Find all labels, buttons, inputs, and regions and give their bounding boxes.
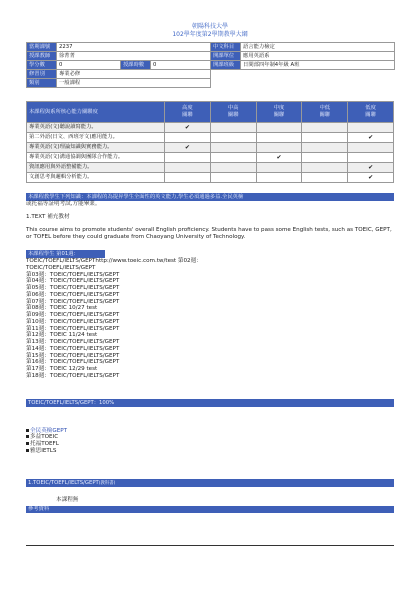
bullet-icon (26, 429, 29, 432)
check-icon: ✔ (165, 143, 211, 153)
schedule-week: TOEIC/TOEFL/IELTS/GEPT (26, 264, 96, 271)
dept-label: 開課單位 (211, 52, 241, 61)
dept: 應用英語系 (241, 52, 395, 61)
ability-header-mid-low: 中低 關聯 (302, 102, 348, 123)
assessment-method (26, 434, 394, 441)
references-bar: 1.TOEIC/TOEFL/IELTS/GEPT(教科書) (26, 479, 394, 487)
course-name-label: 中文科目 (211, 43, 241, 52)
class-label: 開課班級 (211, 61, 241, 70)
ability-row (27, 173, 394, 183)
ability-name: 文創思考與邏輯分析能力。 (27, 173, 165, 183)
ability-cell (256, 133, 302, 143)
bullet-icon (26, 435, 29, 438)
schedule-bar: 本課程學生 第01週： (26, 250, 105, 258)
ability-cell (256, 143, 302, 153)
ability-cell (256, 173, 302, 183)
category: 一般課程 (57, 79, 211, 88)
schedule-week: 第17週：TOEIC 12/29 test (26, 366, 98, 373)
teacher-label: 授課教師 (27, 52, 57, 61)
ability-name: 專業英語(文)溝通協調與團隊合作能力。 (27, 153, 165, 163)
assessment-method (26, 441, 394, 448)
schedule-week: 第09週：TOEIC/TOEFL/IELTS/GEPT (26, 312, 120, 319)
schedule-week: 第15週：TOEIC/TOEFL/IELTS/GEPT (26, 352, 120, 359)
schedule-week: 第06週：TOEIC/TOEFL/IELTS/GEPT (26, 291, 120, 298)
schedule-week: 第14週：TOEIC/TOEFL/IELTS/GEPT (26, 345, 120, 352)
ability-header-mid: 中度 關聯 (256, 102, 302, 123)
ability-name: 第二外語(日文、西班牙文)應用能力。 (27, 133, 165, 143)
ability-cell (302, 153, 348, 163)
credits: 0 (57, 61, 121, 70)
ability-cell (256, 163, 302, 173)
ability-cell (165, 173, 211, 183)
ability-cell (302, 143, 348, 153)
ability-cell (210, 173, 256, 183)
schedule-week: 第07週：TOEIC/TOEFL/IELTS/GEPT (26, 298, 120, 305)
check-icon: ✔ (256, 153, 302, 163)
schedule-week: TOEIC/TOEFL/IELTS/GEPThttp://www.toeic.com.tw/test 第02週： (26, 258, 202, 265)
hours-label: 授課時數 (121, 61, 151, 70)
schedule-week: 第13週：TOEIC/TOEFL/IELTS/GEPT (26, 339, 120, 346)
assessment-method (26, 448, 394, 455)
ability-cell (210, 143, 256, 153)
ability-cell (348, 143, 394, 153)
ability-cell (210, 163, 256, 173)
objectives-bar: 本課程教學生下列知識：本課程的為提昇學生全面性的英文能力,學生必須通過多益.全民英檢 (26, 193, 394, 201)
course-code-label: 當期課號 (27, 43, 57, 52)
schedule-week: 第10週：TOEIC/TOEFL/IELTS/GEPT (26, 318, 120, 325)
ability-name: 資訊應用與外語整備能力。 (27, 163, 165, 173)
ability-cell (302, 133, 348, 143)
check-icon: ✔ (348, 163, 394, 173)
assessment-method (26, 428, 394, 435)
assessment-method-label: 多益TOEIC (30, 434, 59, 441)
ability-cell (302, 173, 348, 183)
ability-cell (348, 153, 394, 163)
course-code: 2237 (57, 43, 211, 52)
core-ability-table (26, 101, 394, 183)
ability-row (27, 153, 394, 163)
ability-cell (165, 153, 211, 163)
ability-row (27, 133, 394, 143)
check-icon: ✔ (348, 173, 394, 183)
references-footer-bar: 參考資料 (26, 506, 394, 513)
bullet-icon (26, 449, 29, 452)
ability-cell (302, 163, 348, 173)
ability-header-mid-high: 中高 關聯 (210, 102, 256, 123)
assessment-method-label: 全民英檢GEPT (30, 427, 68, 434)
schedule-week: 第04週：TOEIC/TOEFL/IELTS/GEPT (26, 278, 120, 285)
assessment-method-label: 雅思IETLS (30, 447, 57, 454)
teacher: 徐菁菁 (57, 52, 211, 61)
textbook-line: 1.TEXT 補充教材 (26, 213, 70, 220)
check-icon: ✔ (348, 133, 394, 143)
required-label: 修習別 (27, 70, 57, 79)
assessment-methods (26, 428, 394, 455)
schedule-week: 第11週：TOEIC/TOEFL/IELTS/GEPT (26, 325, 120, 332)
schedule-week: 第18週：TOEIC/TOEFL/IELTS/GEPT (26, 372, 120, 379)
course-name: 語言能力檢定 (241, 43, 395, 52)
ability-row (27, 123, 394, 133)
ability-cell (165, 133, 211, 143)
ability-header-main: 本課程與系所核心能力關聯度 (27, 102, 165, 123)
weekly-schedule (26, 258, 394, 380)
grading-bar: TOEIC/TOEFL/IELTS/GEPT：100% (26, 399, 394, 407)
ability-name: 專業英語(文)理論知識與實務能力。 (27, 143, 165, 153)
schedule-week: 第12週：TOEIC 11/24 test (26, 332, 98, 339)
syllabus-sheet (26, 0, 394, 546)
category-label: 類別 (27, 79, 57, 88)
schedule-week: 第05週：TOEIC/TOEFL/IELTS/GEPT (26, 285, 120, 292)
course-info-table (26, 42, 395, 88)
assessment-method-label: 托福TOEFL (30, 441, 59, 448)
ability-name: 專業英語(文)聽說讀寫能力。 (27, 123, 165, 133)
ability-cell (302, 123, 348, 133)
ability-header-high: 高度 關聯 (165, 102, 211, 123)
school-name: 朝陽科技大學 (191, 23, 228, 30)
no-textbook-note: 本課程無 (56, 496, 79, 503)
ability-cell (348, 123, 394, 133)
hours: 0 (151, 61, 211, 70)
ability-cell (165, 163, 211, 173)
ability-cell (256, 123, 302, 133)
bottom-rule (26, 545, 394, 546)
required: 專業必修 (57, 70, 211, 79)
check-icon: ✔ (165, 123, 211, 133)
syllabus-title: 102學年度第2學期教學大綱 (172, 31, 248, 38)
ability-cell (210, 153, 256, 163)
ability-row (27, 143, 394, 153)
ability-header-low: 低度 關聯 (348, 102, 394, 123)
ability-cell (210, 123, 256, 133)
ability-cell (210, 133, 256, 143)
bullet-icon (26, 442, 29, 445)
schedule-week: 第16週：TOEIC/TOEFL/IELTS/GEPT (26, 359, 120, 366)
course-description-en: This course aims to promote students' overall English proficiency. Students have to pass some English tests, such as TOEIC, GEPT, or TOFEL before they could graduate from Chaoyang University of Technology. (26, 227, 392, 241)
schedule-week: 第08週：TOEIC 10/27 test (26, 305, 98, 312)
objectives-line: 或托福等証明考試,方能畢業。 (26, 201, 101, 207)
credits-label: 學分數 (27, 61, 57, 70)
class: 日間部四年制4年級 A班 (241, 61, 395, 70)
ability-row (27, 163, 394, 173)
schedule-week: 第03週：TOEIC/TOEFL/IELTS/GEPT (26, 271, 120, 278)
